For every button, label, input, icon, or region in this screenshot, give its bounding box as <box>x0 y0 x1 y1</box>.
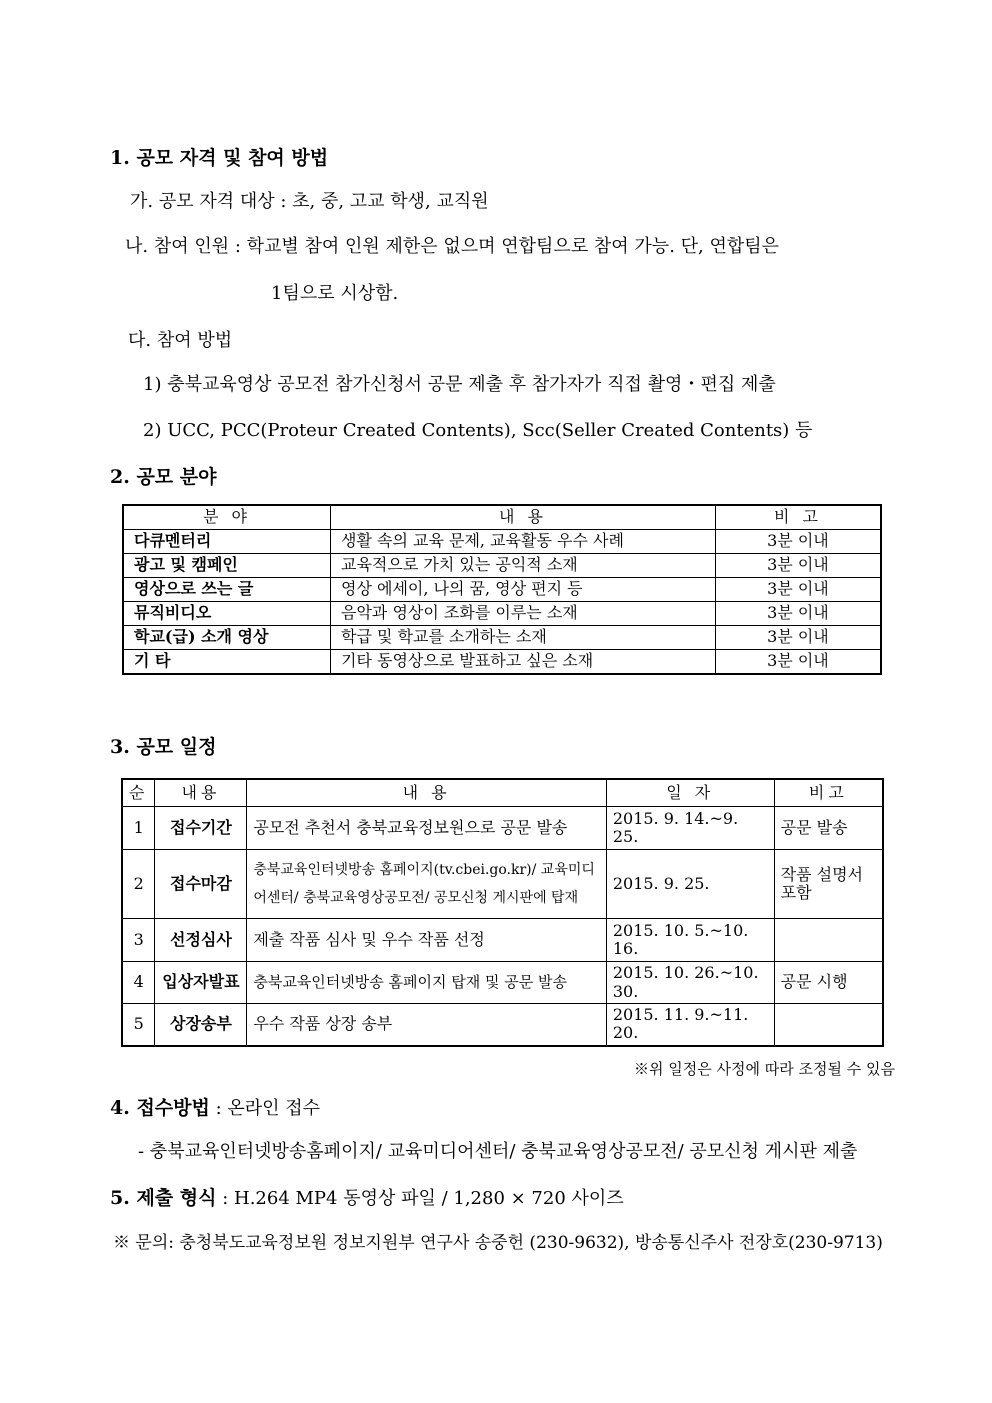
note-cell: 3분 이내 <box>715 530 881 554</box>
table-row <box>122 1004 883 1046</box>
section-4-value: : 온라인 접수 <box>209 1098 321 1119</box>
note-cell: 3분 이내 <box>715 602 881 626</box>
date-cell: 2015. 10. 26.~10. 30. <box>606 962 774 1004</box>
eligibility-line: 가. 공모 자격 대상 : 초, 중, 고교 학생, 교직원 <box>130 191 489 212</box>
table-row <box>123 578 881 602</box>
note-cell: 작품 설명서 포함 <box>774 850 883 919</box>
table-row <box>123 602 881 626</box>
table-header-row <box>123 505 881 530</box>
section-5-line <box>110 1183 624 1210</box>
table-row <box>122 807 883 850</box>
participants-line: 나. 참여 인원 : 학교별 참여 인원 제한은 없으며 연합팀으로 참여 가능. 단, 연합팀은 <box>125 236 780 257</box>
table-row <box>123 530 881 554</box>
stage-cell: 접수마감 <box>155 850 247 919</box>
content-cell: 생활 속의 교육 문제, 교육활동 우수 사례 <box>331 530 716 554</box>
content-cell: 영상 에세이, 나의 꿈, 영상 편지 등 <box>331 578 716 602</box>
section-5-value: : H.264 MP4 동영상 파일 / 1,280 × 720 사이즈 <box>216 1188 624 1209</box>
order-cell: 1 <box>122 807 155 850</box>
content-cell: 제출 작품 심사 및 우수 작품 선정 <box>247 919 606 962</box>
table-header-row <box>122 779 883 807</box>
stage-cell: 상장송부 <box>155 1004 247 1046</box>
section-4-line <box>110 1093 320 1120</box>
table-row <box>122 850 883 919</box>
content-cell: 학급 및 학교를 소개하는 소재 <box>331 626 716 650</box>
category-cell: 광고 및 캠페인 <box>123 554 331 578</box>
date-cell: 2015. 11. 9.~11. 20. <box>606 1004 774 1046</box>
note-cell: 3분 이내 <box>715 650 881 675</box>
section-5-title: 5. 제출 형식 <box>110 1187 217 1209</box>
content-cell: 기타 동영상으로 발표하고 싶은 소재 <box>331 650 716 675</box>
schedule-note: ※위 일정은 사정에 따라 조정될 수 있음 <box>634 1060 895 1078</box>
column-header: 분 야 <box>123 505 331 530</box>
method-heading: 다. 참여 방법 <box>128 330 233 351</box>
category-cell: 학교(급) 소개 영상 <box>123 626 331 650</box>
order-cell: 2 <box>122 850 155 919</box>
stage-cell: 선정심사 <box>155 919 247 962</box>
content-cell: 교육적으로 가치 있는 공익적 소재 <box>331 554 716 578</box>
note-cell: 공문 시행 <box>774 962 883 1004</box>
section-1-title: 1. 공모 자격 및 참여 방법 <box>110 147 329 169</box>
date-cell: 2015. 9. 25. <box>606 850 774 919</box>
content-cell: 음악과 영상이 조화를 이루는 소재 <box>331 602 716 626</box>
section-4-title: 4. 접수방법 <box>110 1097 210 1119</box>
column-header: 내 용 <box>331 505 716 530</box>
note-cell: 3분 이내 <box>715 578 881 602</box>
category-cell: 기 타 <box>123 650 331 675</box>
schedule-table <box>121 778 884 1047</box>
column-header: 순 <box>122 779 155 807</box>
table-row <box>122 919 883 962</box>
order-cell: 4 <box>122 962 155 1004</box>
table-row <box>123 626 881 650</box>
submission-detail: - 충북교육인터넷방송홈페이지/ 교육미디어센터/ 충북교육영상공모전/ 공모신청 게시판 제출 <box>138 1141 858 1162</box>
method-item-1: 1) 충북교육영상 공모전 참가신청서 공문 제출 후 참가자가 직접 촬영・편집 제출 <box>143 374 776 395</box>
participants-line-2: 1팀으로 시상함. <box>271 283 399 304</box>
note-cell: 공문 발송 <box>774 807 883 850</box>
order-cell: 5 <box>122 1004 155 1046</box>
column-header: 비 고 <box>715 505 881 530</box>
section-2-title: 2. 공모 분야 <box>110 466 217 488</box>
note-cell <box>774 1004 883 1046</box>
column-header: 내 용 <box>247 779 606 807</box>
column-header: 일 자 <box>606 779 774 807</box>
column-header: 비고 <box>774 779 883 807</box>
category-table <box>122 504 882 675</box>
method-item-2: 2) UCC, PCC(Proteur Created Contents), Scc(Seller Created Contents) 등 <box>143 420 813 441</box>
content-cell: 충북교육인터넷방송 홈페이지 탑재 및 공문 발송 <box>247 962 606 1004</box>
note-cell: 3분 이내 <box>715 554 881 578</box>
date-cell: 2015. 10. 5.~10. 16. <box>606 919 774 962</box>
content-cell: 공모전 추천서 충북교육정보원으로 공문 발송 <box>247 807 606 850</box>
category-cell: 영상으로 쓰는 글 <box>123 578 331 602</box>
stage-cell: 접수기간 <box>155 807 247 850</box>
category-cell: 다큐멘터리 <box>123 530 331 554</box>
date-cell: 2015. 9. 14.~9. 25. <box>606 807 774 850</box>
category-cell: 뮤직비디오 <box>123 602 331 626</box>
table-row <box>122 962 883 1004</box>
table-row <box>123 650 881 675</box>
content-cell: 충북교육인터넷방송 홈페이지(tv.cbei.go.kr)/ 교육미디어센터/ 충북교육영상공모전/ 공모신청 게시판에 탑재 <box>247 850 606 919</box>
note-cell: 3분 이내 <box>715 626 881 650</box>
note-cell <box>774 919 883 962</box>
section-3-title: 3. 공모 일정 <box>110 736 217 758</box>
column-header: 내용 <box>155 779 247 807</box>
stage-cell: 입상자발표 <box>155 962 247 1004</box>
contact-info: ※ 문의: 충청북도교육정보원 정보지원부 연구사 송중헌 (230-9632), 방송통신주사 전장호(230-9713) <box>113 1233 883 1253</box>
content-cell: 우수 작품 상장 송부 <box>247 1004 606 1046</box>
order-cell: 3 <box>122 919 155 962</box>
table-row <box>123 554 881 578</box>
